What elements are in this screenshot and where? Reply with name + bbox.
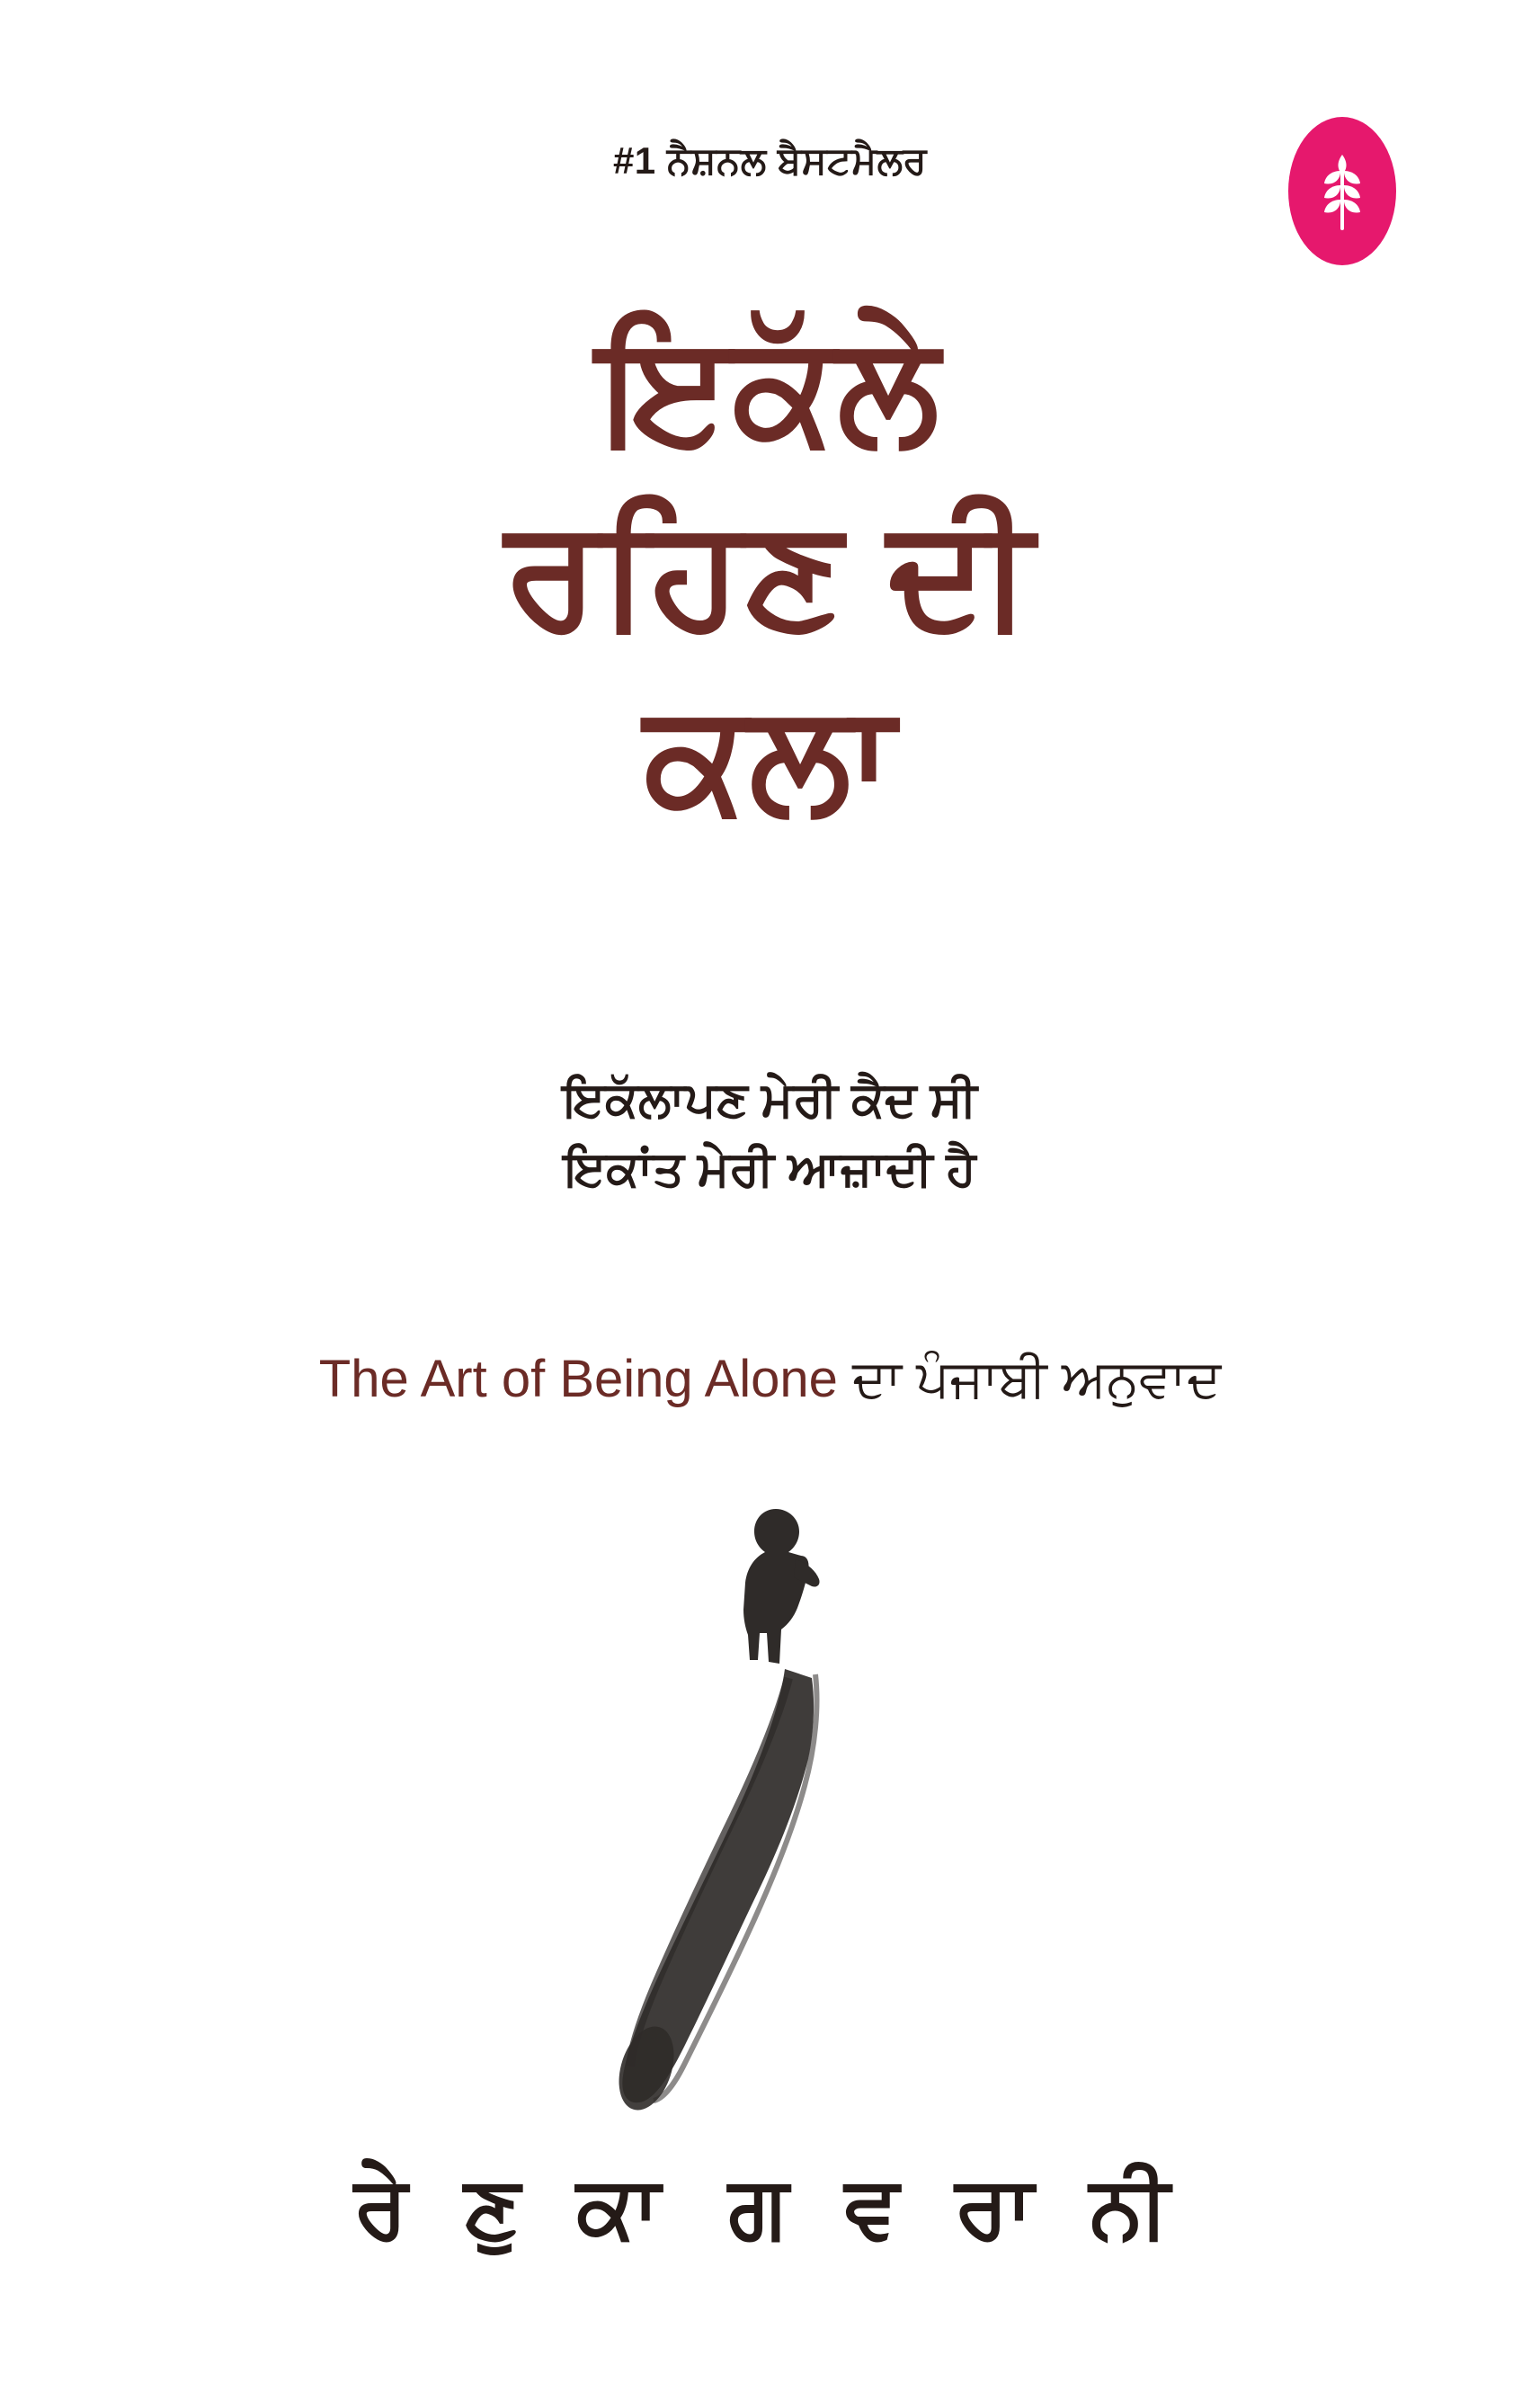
title-line-3: ਕਲਾ: [644, 672, 896, 842]
wheat-sprig-icon: [1313, 142, 1371, 241]
subtitle-punjabi-note: ਦਾ ਪੰਜਾਬੀ ਅਨੁਵਾਦ: [837, 1350, 1222, 1408]
tagline-line-2: ਇਕਾਂਤ ਮੇਰੀ ਆਜ਼ਾਦੀ ਹੈ: [564, 1141, 976, 1196]
tagline-line-1: ਇਕੱਲਾਪਣ ਮੇਰੀ ਕੈਦ ਸੀ: [563, 1073, 977, 1127]
subtitle-english-title: The Art of Being Alone: [318, 1350, 838, 1408]
bestseller-badge: #1 ਨੈਸ਼ਨਲ ਬੈਸਟਮੈਲਰ: [612, 139, 928, 182]
subtitle: [0, 1349, 1540, 1410]
title-line-1: ਇਕੱਲੇ: [599, 304, 941, 473]
author-first-name: ਰੇ ਣੁ ਕਾ: [353, 2159, 677, 2255]
publisher-logo: [1288, 117, 1396, 265]
cover-illustration: [0, 1493, 1540, 2149]
person-with-long-shadow-icon: [519, 1493, 1022, 2140]
page-title: [0, 297, 1540, 850]
author-name: [0, 2158, 1540, 2259]
title-line-2: ਰਹਿਣ ਦੀ: [504, 487, 1036, 657]
tagline: [0, 1066, 1540, 1203]
author-last-name: ਗ ਵ ਰਾ ਨੀ: [728, 2159, 1187, 2255]
